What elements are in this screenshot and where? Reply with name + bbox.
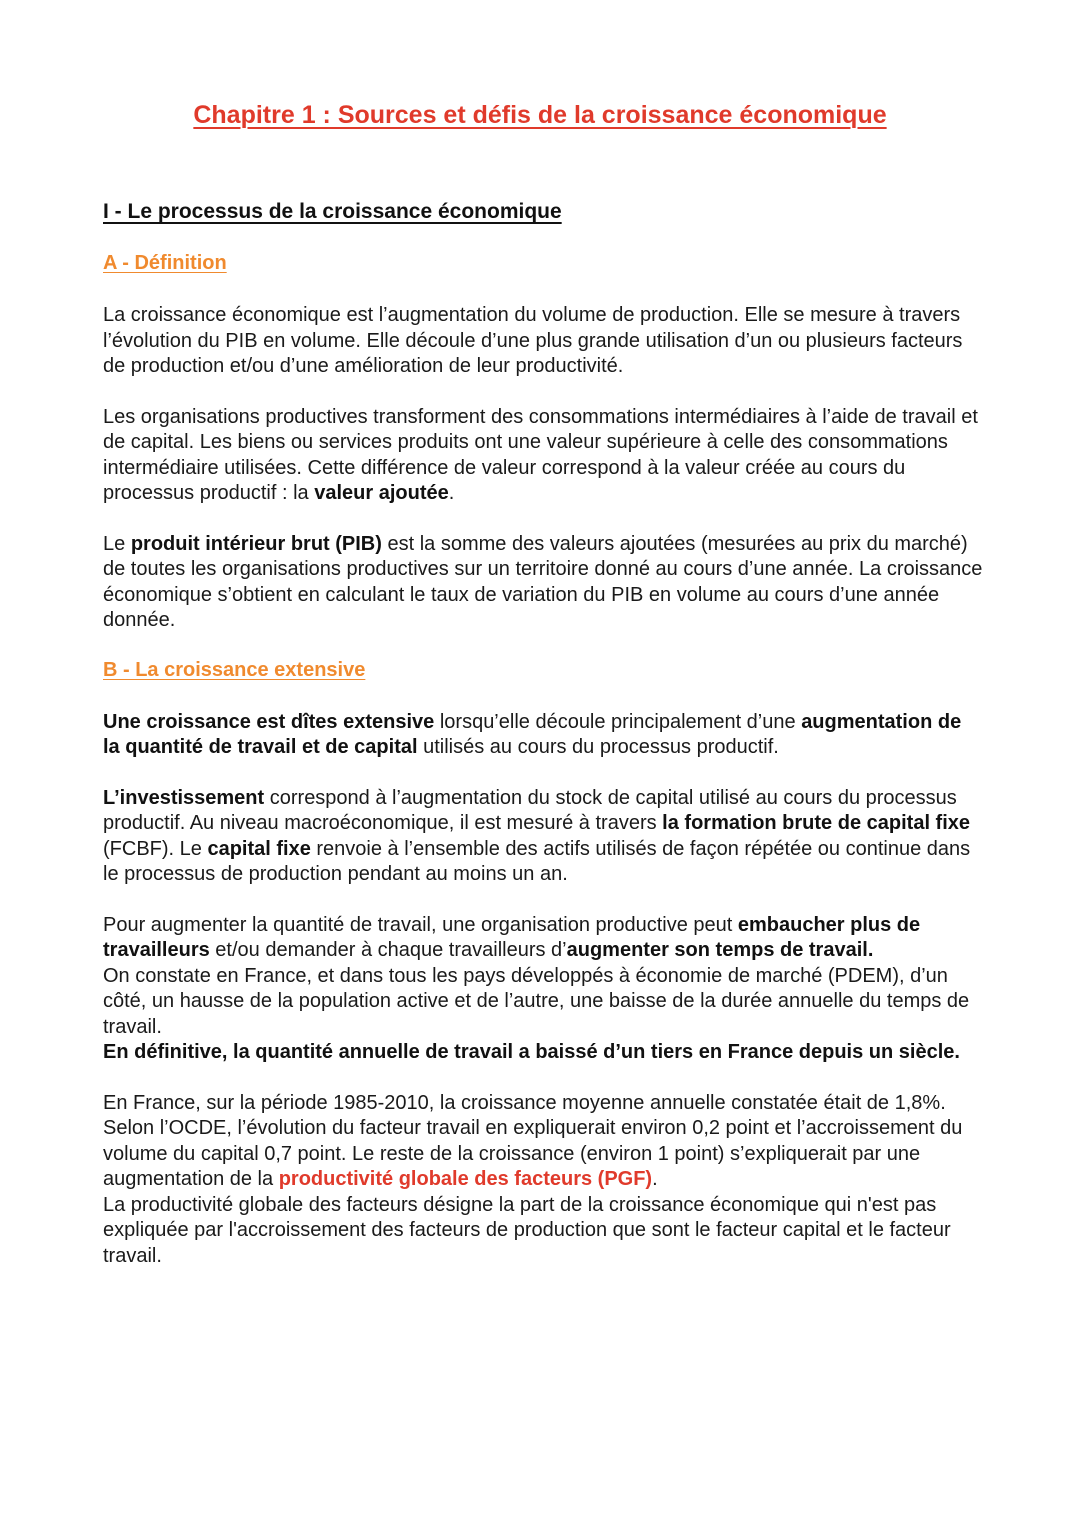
paragraph-quantite-travail: Pour augmenter la quantité de travail, une organisation productive peut embaucher plus de travailleurs et/ou demander à chaque travailleurs d’augmenter son temps de travail. (103, 913, 921, 961)
paragraph-definition: La croissance économique est l’augmentation du volume de production. Elle se mesure à travers l’évolution du PIB en volume. Elle découle d’une plus grande utilisation d’un ou plusieurs facteurs de production et/ou d’une amélioration de leur productivité. (103, 304, 963, 377)
paragraph-valeur-ajoutee: Les organisations productives transforment des consommations intermédiaires à l’aide de travail et de capital. Les biens ou services produits ont une valeur supérieure à celle des consommations intermédiaire utilisées. Cette différence de valeur correspond à la valeur créée au cours du processus productif : la valeur ajoutée. (103, 405, 978, 504)
paragraph-pdem: On constate en France, et dans tous les pays développés à économie de marché (PDEM), d’un côté, un hausse de la population active et de l’autre, une baisse de la durée annuelle du temps de travail. (103, 964, 970, 1038)
document-content (103, 200, 983, 1294)
paragraph-croissance-france: En France, sur la période 1985-2010, la croissance moyenne annuelle constatée était de 1,8%. Selon l’OCDE, l’évolution du facteur travail en expliquerait environ 0,2 point et l’accroissement du volume du capital 0,7 point. Le reste de la croissance (environ 1 point) s’expliquerait par une augmentation de la productivité globale des facteurs (PGF). (103, 1091, 963, 1190)
subsection-title-extensive: B - La croissance extensive (103, 658, 366, 681)
paragraph-extensive-definition: Une croissance est dîtes extensive lorsqu’elle découle principalement d’une augmentation de la quantité de travail et de capital utilisés au cours du processus productif. (103, 710, 962, 758)
subsection-title-definition: A - Définition (103, 252, 227, 274)
chapter-title-text: Chapitre 1 : Sources et défis de la croissance économique (193, 101, 887, 129)
paragraph-conclusion-travail: En définitive, la quantité annuelle de travail a baissé d’un tiers en France depuis un siècle. (103, 1041, 960, 1063)
paragraph-pgf-definition: La productivité globale des facteurs désigne la part de la croissance économique qui n'est pas expliquée par l'accroissement des facteurs de production que sont le facteur capital et le facteur travail. (103, 1193, 951, 1267)
chapter-title (0, 101, 1080, 130)
section-title: I - Le processus de la croissance économique (103, 200, 562, 223)
paragraph-investissement: L’investissement correspond à l’augmentation du stock de capital utilisé au cours du processus productif. Au niveau macroéconomique, il est mesuré à travers la formation brute de capital fixe (FCBF). Le capital fixe renvoie à l’ensemble des actifs utilisés de façon répétée ou continue dans le processus de production pendant au moins un an. (103, 786, 971, 885)
paragraph-pib: Le produit intérieur brut (PIB) est la somme des valeurs ajoutées (mesurées au prix du marché) de toutes les organisations productives sur un territoire donné au cours d’une année. La croissance économique s’obtient en calculant le taux de variation du PIB en volume au cours d’une année donnée. (103, 532, 983, 631)
